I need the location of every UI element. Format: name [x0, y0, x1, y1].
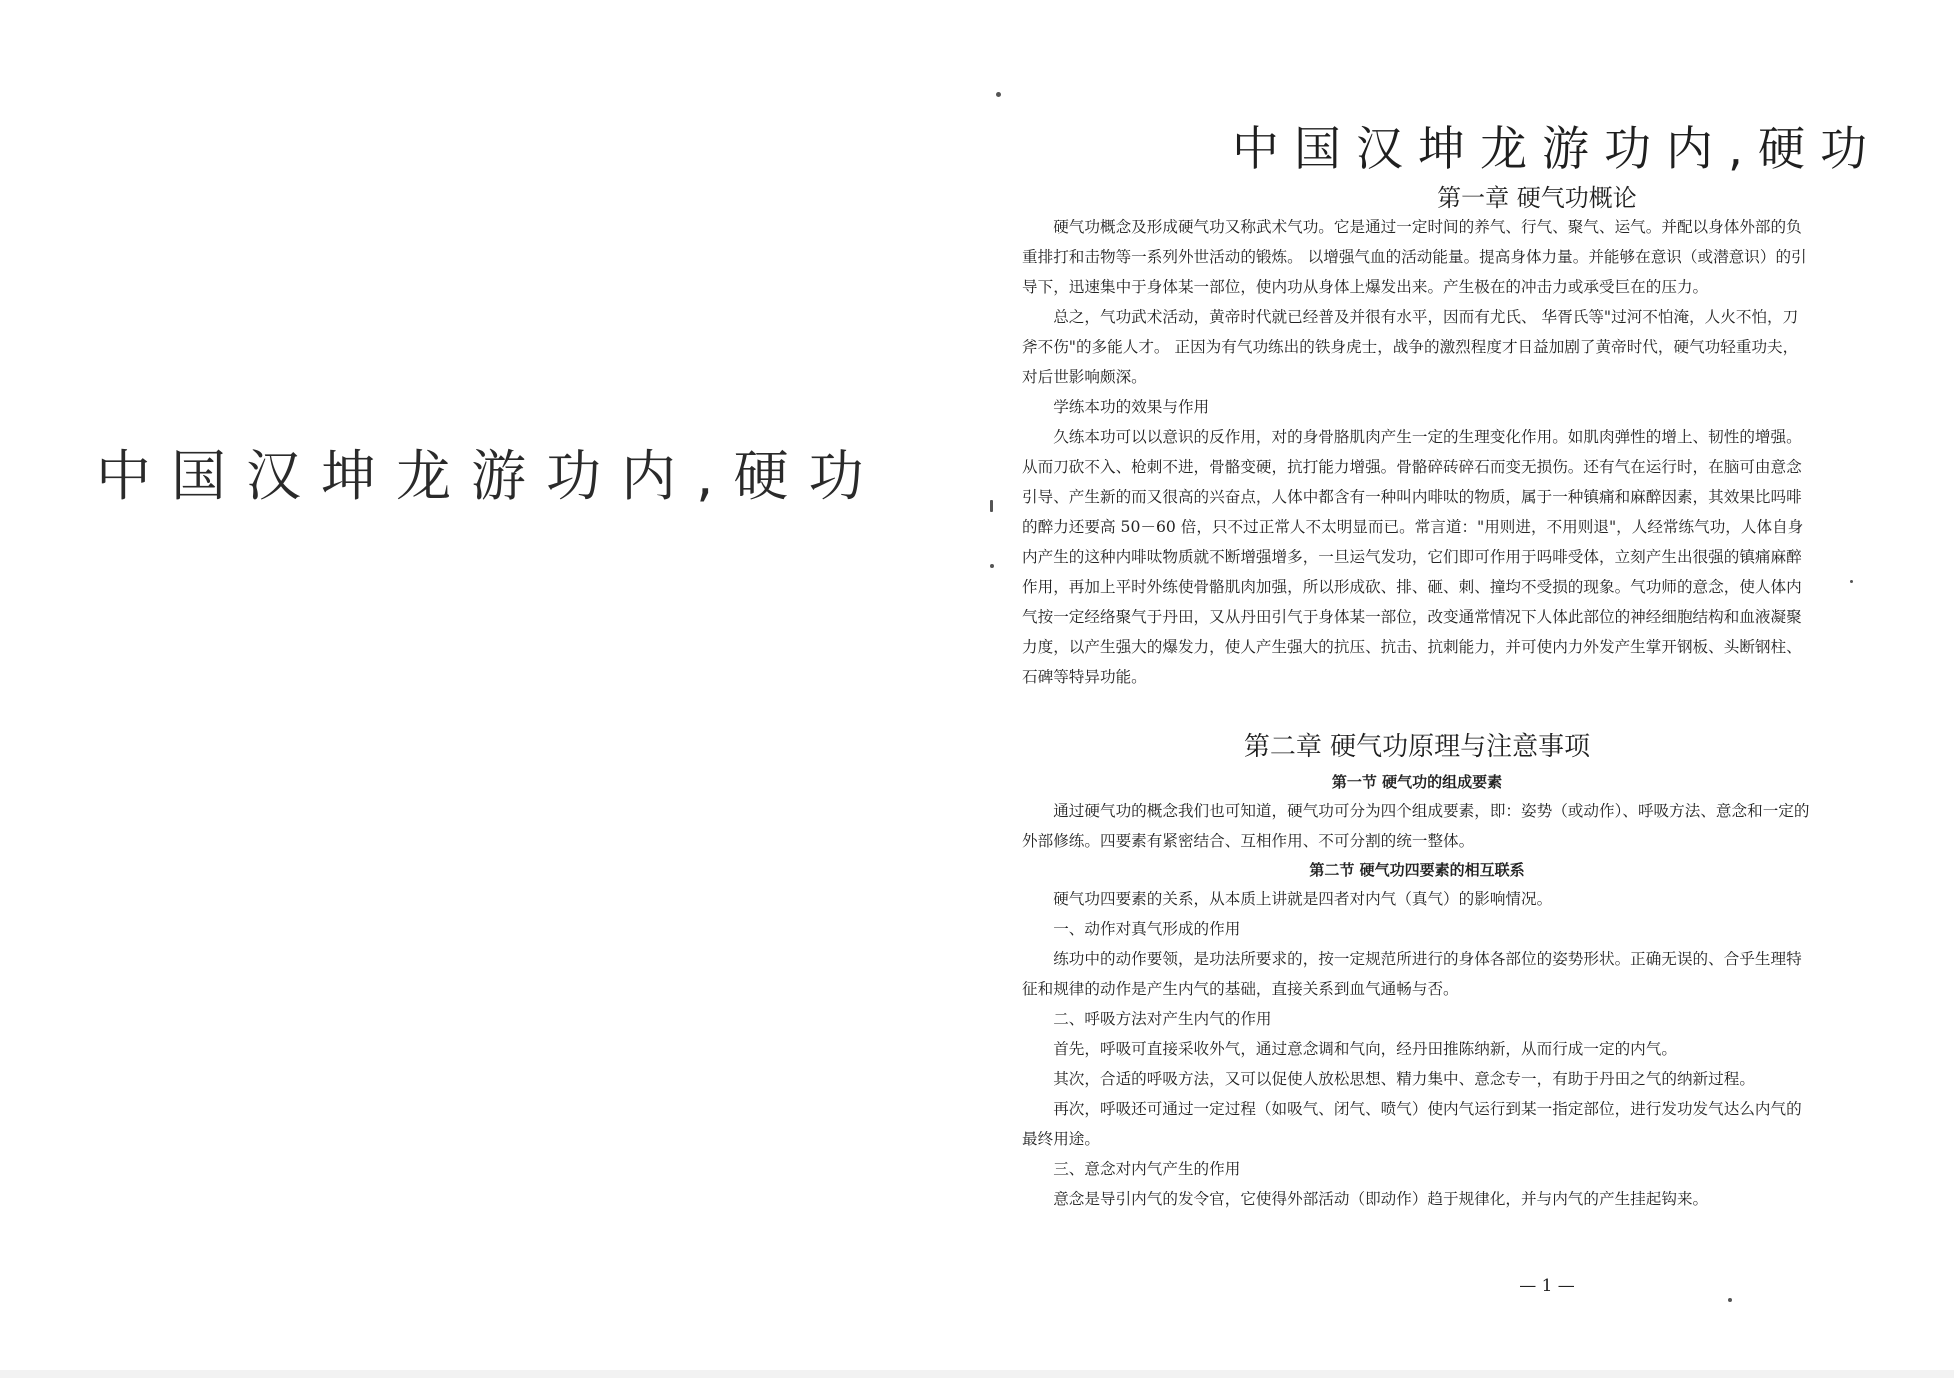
body-text: [1022, 212, 1812, 1214]
scan-speck: [990, 564, 994, 568]
paragraph: 其次，合适的呼吸方法，又可以促使人放松思想、精力集中、意念专一，有助于丹田之气的纳新过程。: [1053, 1070, 1755, 1088]
section-1-title: 第一节 硬气功的组成要素: [1331, 773, 1503, 791]
chapter-1-title: 第一章 硬气功概论: [1437, 184, 1637, 212]
scan-speck: [1850, 580, 1853, 583]
scan-speck: [996, 92, 1001, 97]
paragraph: 硬气功概念及形成硬气功又称武术气功。它是通过一定时间的养气、行气、聚气、运气。并配以身体外部的负重排打和击物等一系列外世活动的锻炼。 以增强气血的活动能量。提高身体力量。并能够在意识（或潜意识）的引导下，迅速集中于身体某一部位，使内功从身体上爆发出来。产生极在的冲击力或承受巨在的压力。: [1022, 218, 1807, 296]
paragraph: 首先，呼吸可直接采收外气，通过意念调和气向，经丹田推陈纳新，从而行成一定的内气。: [1053, 1040, 1677, 1058]
page-number: — 1 —: [1519, 1276, 1575, 1296]
item-3-title: 三、意念对内气产生的作用: [1053, 1160, 1241, 1178]
paragraph: 通过硬气功的概念我们也可知道，硬气功可分为四个组成要素，即：姿势（或动作）、呼吸方法、意念和一定的外部修练。四要素有紧密结合、互相作用、不可分割的统一整体。: [1022, 802, 1810, 850]
item-2-title: 二、呼吸方法对产生内气的作用: [1053, 1010, 1272, 1028]
left-page: [0, 0, 980, 1370]
right-page: [1000, 0, 1954, 1370]
subheading: 学练本功的效果与作用: [1053, 398, 1210, 416]
paragraph: 久练本功可以以意识的反作用，对的身骨胳肌肉产生一定的生理变化作用。如肌肉弹性的增上、韧性的增强。从而刀砍不入、枪刺不进，骨骼变硬，抗打能力增强。骨骼碎砖碎石而变无损伤。还有气在运行时，在脑可由意念引导、产生新的而又很高的兴奋点，人体中都含有一种叫内啡呔的物质，属于一种镇痛和麻醉因素，其效果比吗啡的醉力还要高 50－60 倍，只不过正常人不太明显而已。常言道："用则进，不用则退"，人经常练气功，人体自身内产生的这种内啡呔物质就不断增强增多，一旦运气发功，它们即可作用于吗啡受体，立刻产生出很强的镇痛麻醉作用，再加上平时外练使骨骼肌肉加强，所以形成砍、排、砸、刺、撞均不受损的现象。气功师的意念，使人体内气按一定经络聚气于丹田，又从丹田引气于身体某一部位，改变通常情况下人体此部位的神经细胞结构和血液凝聚力度，以产生强大的爆发力，使人产生强大的抗压、抗击、抗刺能力，并可使内力外发产生掌开钢板、头断钢柱、石碑等特异功能。: [1022, 428, 1804, 686]
paragraph: 意念是导引内气的发令官，它使得外部活动（即动作）趋于规律化，并与内气的产生挂起钩来。: [1053, 1190, 1709, 1208]
main-title: 中国汉坤龙游功内,硬功: [1232, 122, 1882, 177]
section-2-title: 第二节 硬气功四要素的相互联系: [1309, 861, 1525, 879]
paragraph: 总之，气功武术活动，黄帝时代就已经普及并很有水平，因而有尤氏、 华胥氏等"过河不怕淹，人火不怕，刀斧不伤"的多能人才。 正因为有气功练出的铁身虎士，战争的激烈程度才日益加剧了黄帝时代，硬气功轻重功夫，对后世影响颇深。: [1022, 308, 1799, 386]
scan-speck: [1728, 1298, 1732, 1302]
cover-title: 中国汉坤龙游功内,硬功: [96, 444, 884, 508]
paragraph: 硬气功四要素的关系，从本质上讲就是四者对内气（真气）的影响情况。: [1053, 890, 1553, 908]
bottom-edge: [0, 1370, 1954, 1378]
paragraph: 练功中的动作要领，是功法所要求的，按一定规范所进行的身体各部位的姿势形状。正确无误的、合乎生理特征和规律的动作是产生内气的基础，直接关系到血气通畅与否。: [1022, 950, 1802, 998]
chapter-2-title: 第二章 硬气功原理与注意事项: [1243, 732, 1591, 762]
item-1-title: 一、动作对真气形成的作用: [1053, 920, 1241, 938]
scan-speck: [990, 500, 993, 512]
paragraph: 再次，呼吸还可通过一定过程（如吸气、闭气、喷气）使内气运行到某一指定部位，进行发功发气达么内气的最终用途。: [1022, 1100, 1802, 1148]
